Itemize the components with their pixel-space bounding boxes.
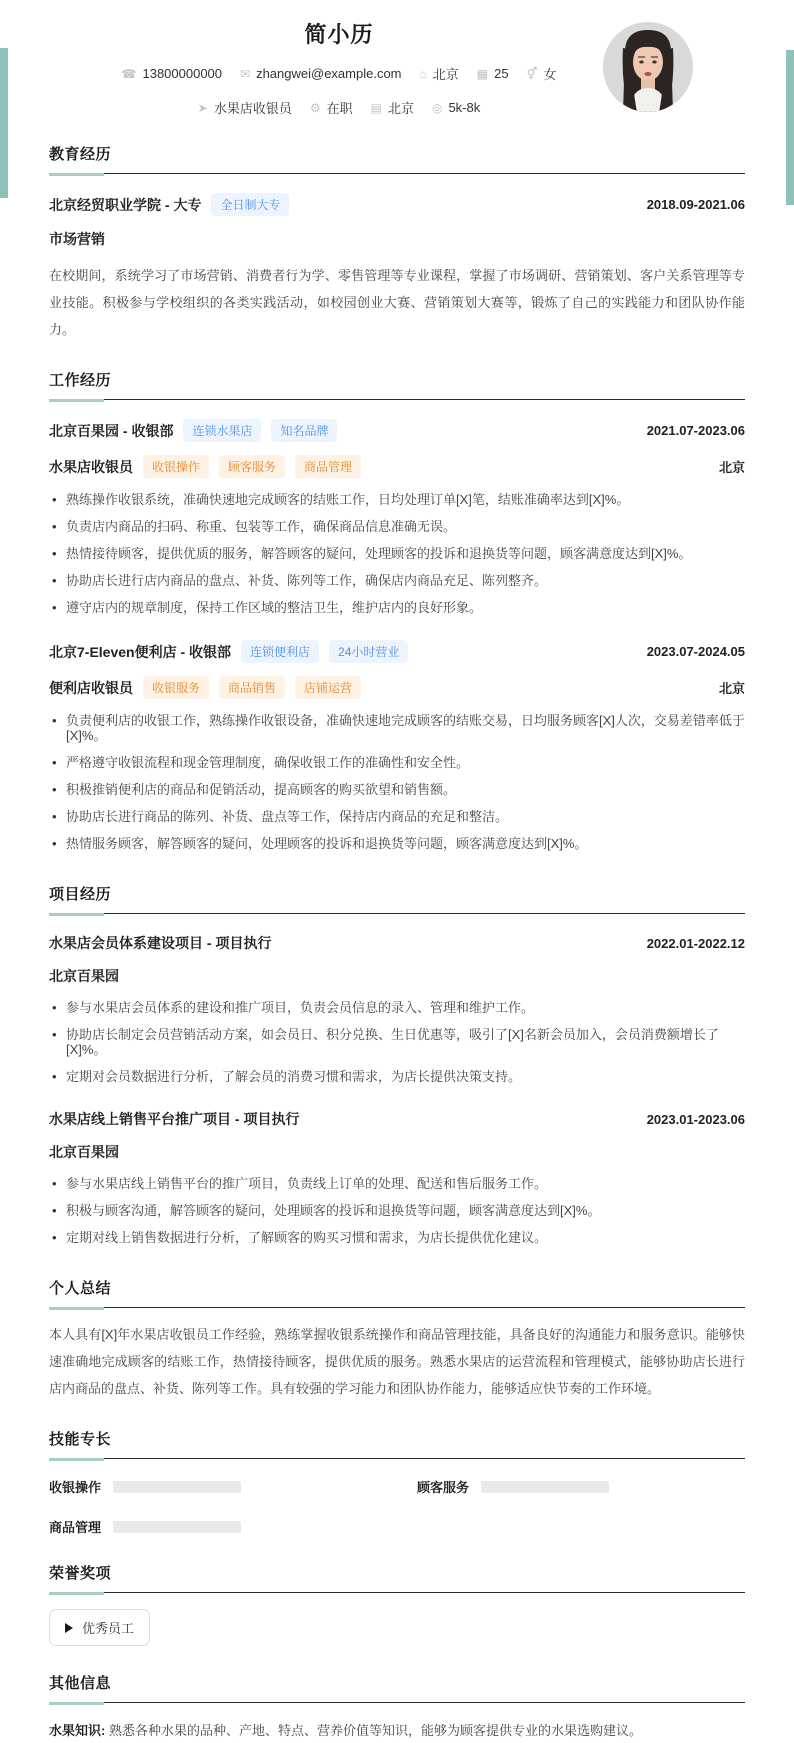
home-city-field — [420, 64, 459, 83]
gender-icon: ⚥ — [526, 66, 538, 81]
project-company: 北京百果园 — [49, 968, 119, 984]
project-date: 2022.01-2022.12 — [646, 935, 745, 951]
education-major: 市场营销 — [49, 231, 105, 247]
job-bullet: • 协助店长进行商品的陈列、补货、盘点等工作，保持店内商品的充足和整洁。 — [49, 803, 745, 830]
education-description: 在校期间，系统学习了市场营销、消费者行为学、零售管理等专业课程，掌握了市场调研、营销策划、客户关系管理等专业技能。积极参与学校组织的各类实践活动，如校园创业大赛、营销策划大赛等，锻炼了自己的实践能力和团队协作能力。 — [49, 268, 745, 337]
city-icon: ▤ — [370, 100, 382, 115]
role-tag: 商品管理 — [295, 455, 361, 478]
job-bullet: • 热情服务顾客，解答顾客的疑问，处理顾客的投诉和退换货等问题，顾客满意度达到[X]%。 — [49, 830, 745, 857]
role-tag: 店铺运营 — [295, 676, 361, 699]
project-bullet: • 参与水果店线上销售平台的推广项目，负责线上订单的处理、配送和售后服务工作。 — [49, 1170, 745, 1197]
job-role-row — [49, 455, 745, 478]
education-date: 2018.09-2021.06 — [646, 197, 745, 212]
job-company-row — [49, 419, 745, 442]
company-tag: 连锁水果店 — [183, 419, 261, 442]
job-role-row — [49, 676, 745, 699]
job-target-icon: ➤ — [197, 100, 208, 115]
skill-bar — [113, 1521, 241, 1533]
skills-grid — [49, 1477, 745, 1536]
skill-name: 收银操作 — [49, 1480, 102, 1495]
job-bullet: • 严格遵守收银流程和现金管理制度，确保收银工作的准确性和安全性。 — [49, 749, 745, 776]
skills-section-header — [49, 1428, 745, 1459]
summary-text: 本人具有[X]年水果店收银员工作经验，熟练掌握收银系统操作和商品管理技能，具备良好的沟通能力和服务意识。能够快速准确地完成顾客的结账工作，热情接待顾客，提供优质的服务。熟悉水果店的运营流程和管理模式，能够协助店长进行店内商品的盘点、补货、陈列等工作。具有较强的学习能力和团队协作能力，能够适应快节奏的工作环境。 — [49, 1327, 745, 1396]
salary-icon: ◎ — [431, 100, 443, 115]
other-info-label: 水果知识: — [49, 1723, 106, 1738]
job-bullet: • 熟练操作收银系统，准确快速地完成顾客的结账工作，日均处理订单[X]笔，结账准确率达到[X]%。 — [49, 486, 745, 513]
phone-value: 13800000000 — [142, 66, 223, 81]
skill-item — [417, 1477, 745, 1496]
age-icon: ▦ — [476, 66, 489, 81]
skill-bar — [113, 1481, 241, 1493]
job-location: 北京 — [718, 460, 745, 475]
project-bullet: • 定期对线上销售数据进行分析，了解顾客的购买习惯和需求，为店长提供优化建议。 — [49, 1224, 745, 1251]
project-title-row — [49, 933, 745, 953]
section-honors — [49, 1562, 745, 1646]
education-section-title: 教育经历 — [49, 146, 112, 163]
status-icon: ⚙ — [309, 100, 321, 115]
candidate-name: 简小历 — [304, 22, 374, 47]
company-tag: 连锁便利店 — [241, 640, 319, 663]
project-bullet: • 定期对会员数据进行分析，了解会员的消费习惯和需求，为店长提供决策支持。 — [49, 1063, 745, 1090]
contact-row-1 — [49, 64, 629, 83]
section-work — [49, 369, 745, 857]
job-date: 2023.07-2024.05 — [646, 644, 745, 659]
role-tag: 顾客服务 — [219, 455, 285, 478]
section-other — [49, 1672, 745, 1743]
skill-item — [49, 1477, 377, 1496]
job-bullet: • 遵守店内的规章制度，保持工作区域的整洁卫生，维护店内的良好形象。 — [49, 594, 745, 621]
section-projects — [49, 883, 745, 1251]
role-tag: 商品销售 — [219, 676, 285, 699]
play-triangle-icon — [65, 1623, 73, 1633]
target-job-field — [198, 98, 292, 117]
project-date: 2023.01-2023.06 — [646, 1111, 745, 1127]
skill-item — [49, 1517, 377, 1536]
salary-field — [432, 100, 480, 115]
job-item — [49, 640, 745, 857]
other-info-line — [49, 1719, 745, 1743]
gender-field — [527, 64, 557, 83]
right-edge-accent-bar — [786, 50, 794, 205]
school-name: 北京经贸职业学院 - 大专 — [49, 196, 202, 213]
skills-section-title: 技能专长 — [49, 1431, 112, 1448]
job-company-row — [49, 640, 745, 663]
work-section-title: 工作经历 — [49, 372, 112, 389]
age-value: 25 — [494, 66, 509, 81]
section-education — [49, 143, 745, 343]
job-location: 北京 — [718, 681, 745, 696]
email-field — [240, 66, 402, 81]
contact-row-2 — [49, 98, 629, 117]
job-date: 2021.07-2023.06 — [646, 423, 745, 438]
project-title: 水果店会员体系建设项目 - 项目执行 — [49, 935, 272, 951]
projects-section-title: 项目经历 — [49, 886, 112, 903]
left-edge-accent-bar — [0, 48, 8, 198]
work-section-header — [49, 369, 745, 400]
project-bullets — [49, 1170, 745, 1251]
job-bullet: • 负责店内商品的扫码、称重、包装等工作，确保商品信息准确无误。 — [49, 513, 745, 540]
home-icon: ⌂ — [419, 66, 427, 81]
project-bullet: • 参与水果店会员体系的建设和推广项目，负责会员信息的录入、管理和维护工作。 — [49, 994, 745, 1021]
section-skills — [49, 1428, 745, 1536]
project-title-row — [49, 1109, 745, 1129]
other-info-text: 熟悉各种水果的品种、产地、特点、营养价值等知识，能够为顾客提供专业的水果选购建议。 — [108, 1723, 642, 1738]
project-bullet: • 协助店长制定会员营销活动方案，如会员日、积分兑换、生日优惠等，吸引了[X]名新会员加入，会员消费额增长了[X]%。 — [49, 1021, 745, 1063]
honors-section-header — [49, 1562, 745, 1593]
gender-value: 女 — [543, 67, 557, 82]
project-bullets — [49, 994, 745, 1090]
company-tag: 知名品牌 — [271, 419, 337, 442]
skill-bar — [481, 1481, 609, 1493]
work-city-value: 北京 — [387, 101, 414, 116]
job-bullet: • 协助店长进行店内商品的盘点、补货、陈列等工作，确保店内商品充足、陈列整齐。 — [49, 567, 745, 594]
project-bullet: • 积极与顾客沟通，解答顾客的疑问，处理顾客的投诉和退换货等问题，顾客满意度达到[X]%。 — [49, 1197, 745, 1224]
summary-section-header — [49, 1277, 745, 1308]
projects-section-header — [49, 883, 745, 914]
role-tag: 收银服务 — [143, 676, 209, 699]
other-section-title: 其他信息 — [49, 1675, 112, 1692]
honors-section-title: 荣誉奖项 — [49, 1565, 112, 1582]
project-title: 水果店线上销售平台推广项目 - 项目执行 — [49, 1111, 300, 1127]
job-bullets — [49, 707, 745, 857]
project-item — [49, 1109, 745, 1251]
other-section-header — [49, 1672, 745, 1703]
education-section-header — [49, 143, 745, 174]
honor-item-button[interactable] — [49, 1609, 150, 1646]
email-icon: ✉ — [240, 66, 251, 81]
age-field — [477, 66, 509, 81]
job-role: 水果店收银员 — [49, 458, 133, 475]
project-company: 北京百果园 — [49, 1144, 119, 1160]
job-bullets — [49, 486, 745, 621]
job-status-field — [310, 98, 353, 117]
company-name: 北京7-Eleven便利店 - 收银部 — [49, 643, 232, 660]
skill-name: 顾客服务 — [417, 1480, 470, 1495]
education-tag: 全日制大专 — [211, 193, 289, 216]
company-name: 北京百果园 - 收银部 — [49, 422, 174, 439]
job-bullet: • 积极推销便利店的商品和促销活动，提高顾客的购买欲望和销售额。 — [49, 776, 745, 803]
education-item-header — [49, 193, 745, 216]
job-bullet: • 负责便利店的收银工作，熟练操作收银设备，准确快速地完成顾客的结账交易，日均服务顾客[X]人次，交易差错率低于[X]%。 — [49, 707, 745, 749]
header-text-block — [49, 18, 629, 117]
job-role: 便利店收银员 — [49, 679, 133, 696]
company-tag: 24小时营业 — [329, 640, 408, 663]
work-city-field — [371, 98, 414, 117]
salary-value: 5k-8k — [448, 100, 481, 115]
summary-section-title: 个人总结 — [49, 1280, 112, 1297]
job-bullet: • 热情接待顾客，提供优质的服务，解答顾客的疑问，处理顾客的投诉和退换货等问题，顾客满意度达到[X]%。 — [49, 540, 745, 567]
resume-header — [49, 0, 745, 117]
target-job-value: 水果店收银员 — [213, 101, 292, 116]
job-status-value: 在职 — [326, 101, 353, 116]
phone-field — [122, 66, 222, 81]
avatar-photo — [603, 22, 693, 112]
avatar — [603, 22, 693, 112]
skill-name: 商品管理 — [49, 1520, 102, 1535]
role-tag: 收银操作 — [143, 455, 209, 478]
home-city-value: 北京 — [432, 67, 459, 82]
project-item — [49, 933, 745, 1090]
phone-icon: ☎ — [121, 66, 137, 81]
job-item — [49, 419, 745, 621]
section-summary — [49, 1277, 745, 1402]
email-value: zhangwei@example.com — [256, 66, 402, 81]
honor-label: 优秀员工 — [82, 1621, 135, 1636]
